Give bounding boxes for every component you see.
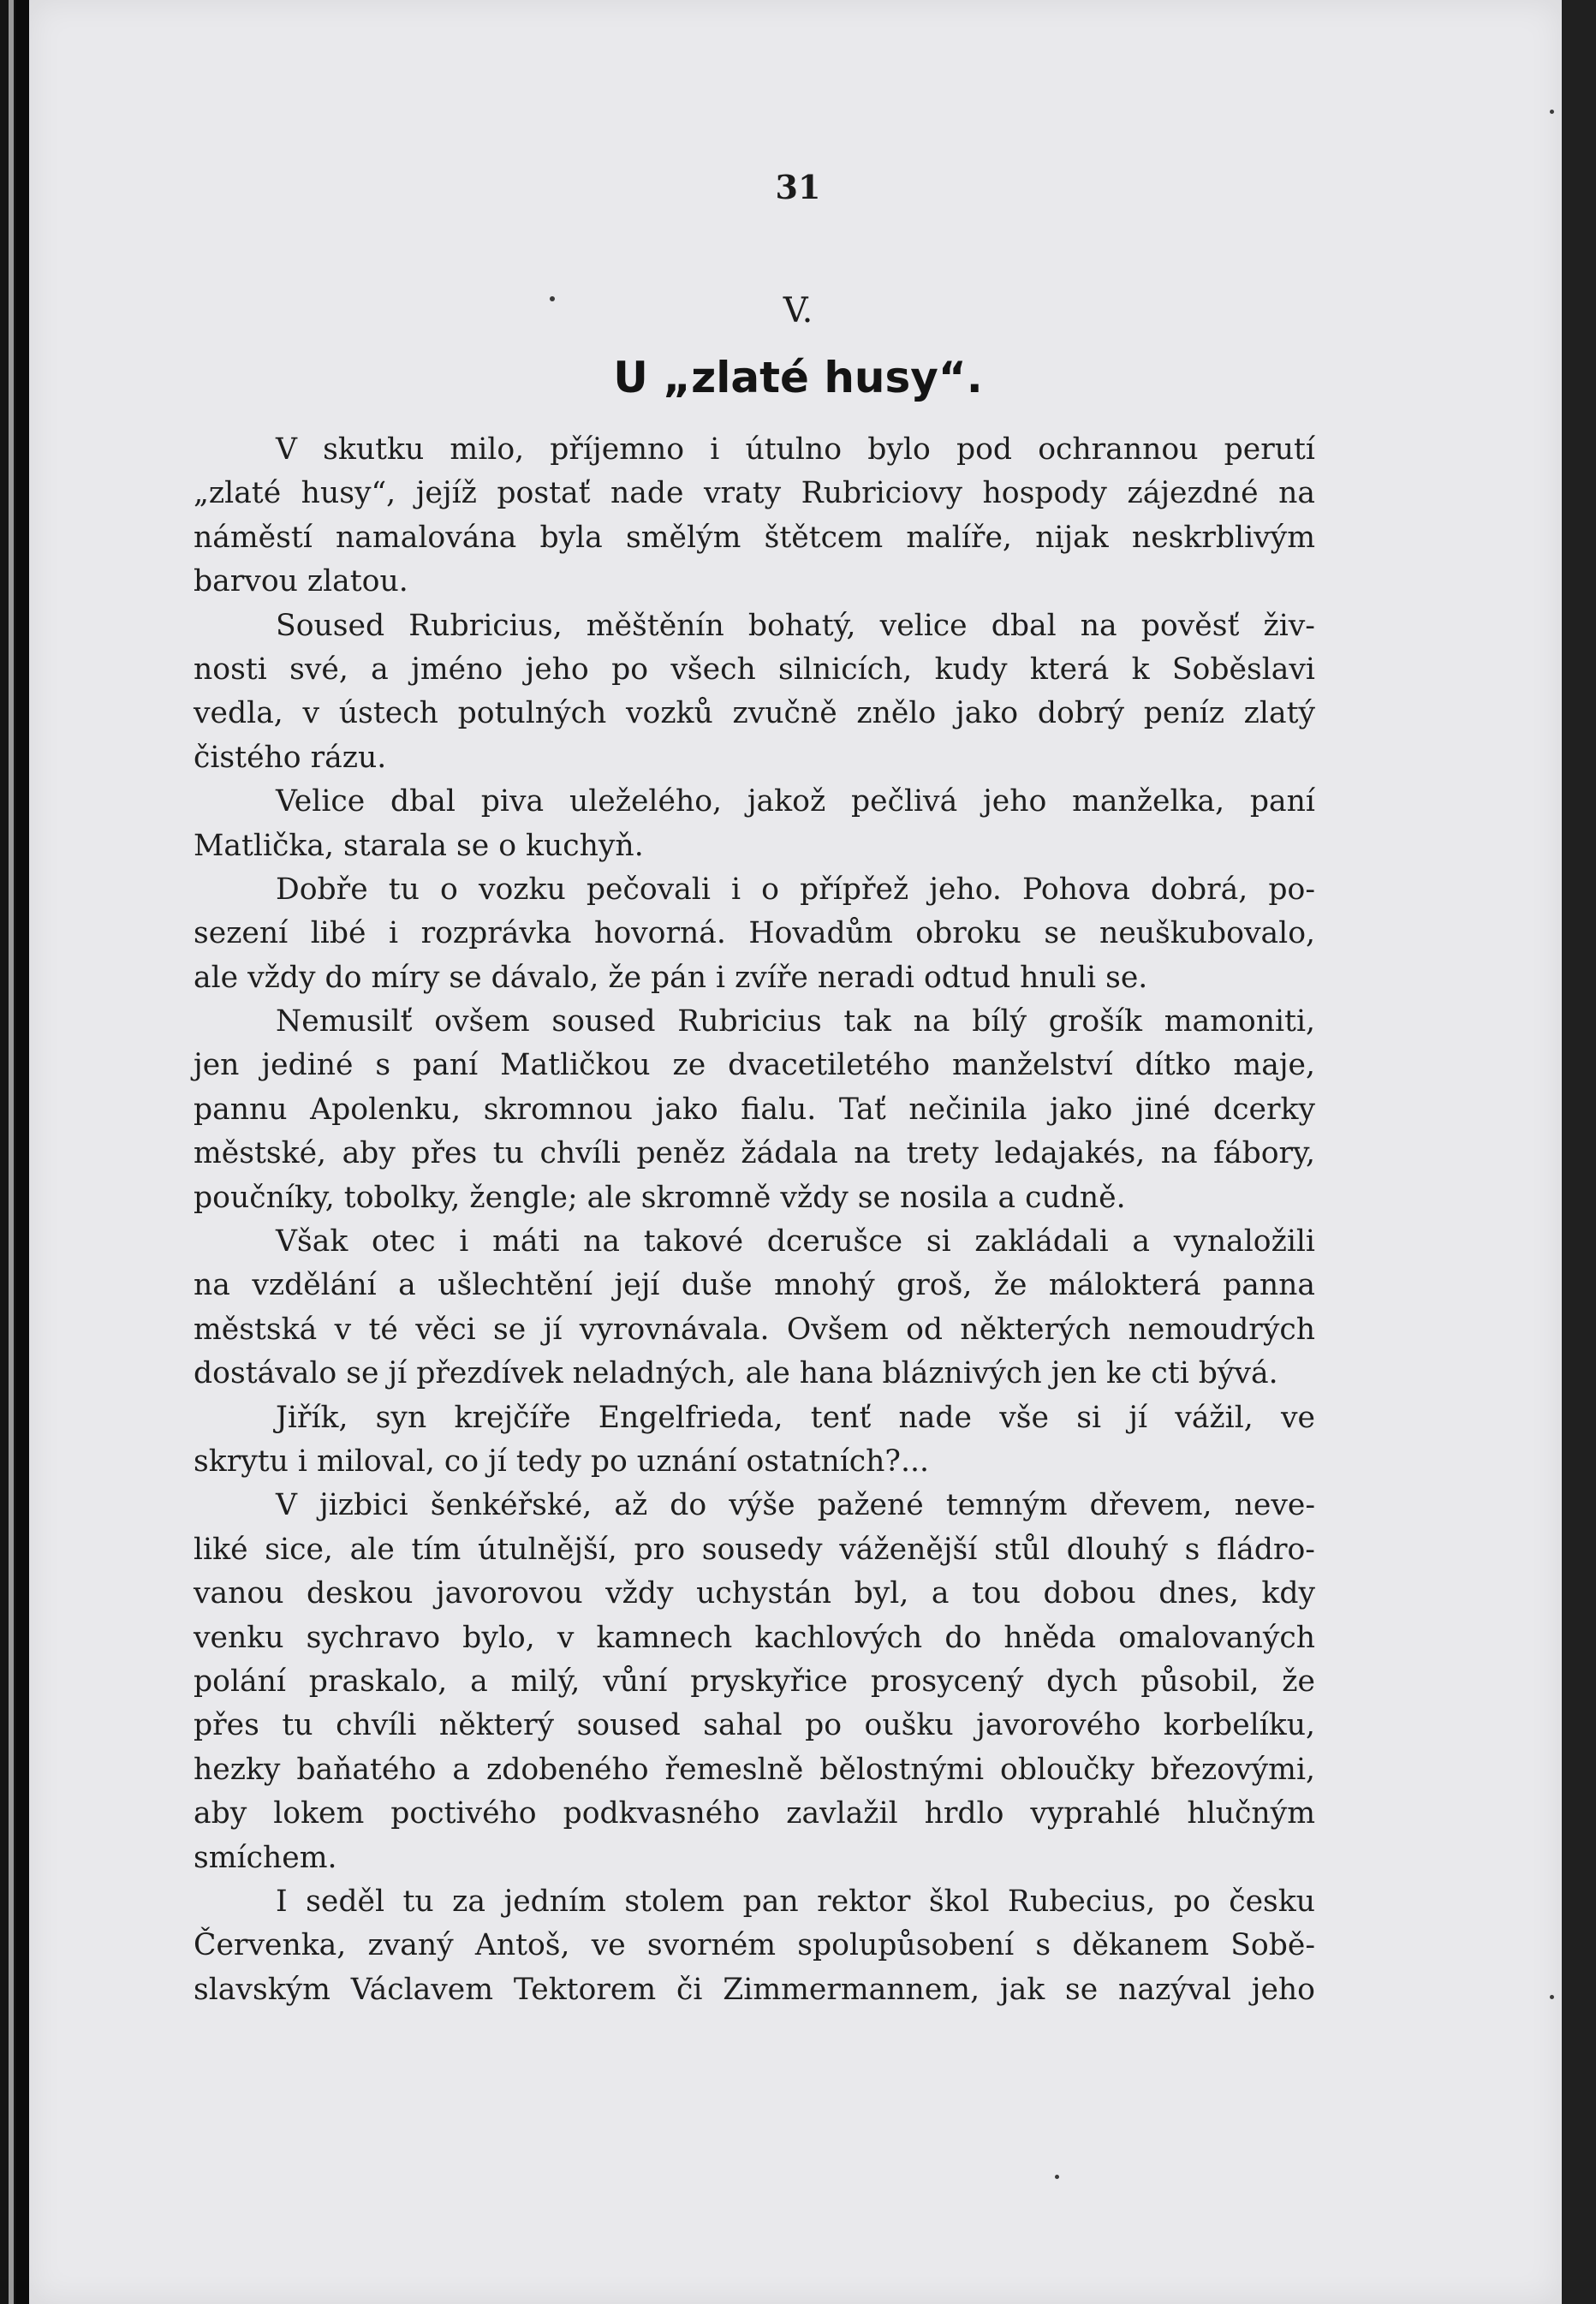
text-line: nosti své, a jméno jeho po všech silnicích, kudy která k Soběslavi [194,652,1315,687]
text-line: Matlička, starala se o kuchyň. [194,828,644,863]
text-line: na vzdělání a ušlechtění její duše mnohý groš, že málokterá panna [194,1268,1315,1303]
text-line: V jizbici šenkéřské, až do výše pažené temným dřevem, neve- [276,1488,1315,1523]
text-line: Však otec i máti na takové dcerušce si zakládali a vynaložili [276,1224,1315,1259]
chapter-number: V. [783,291,813,330]
chapter-title: U „zlaté husy“. [613,353,983,402]
chapter-body-text [194,428,1315,2012]
paper-speck [1055,2175,1059,2179]
text-line: městská v té věci se jí vyrovnávala. Ovšem od některých nemoudrých [194,1312,1315,1347]
text-line: venku sychravo bylo, v kamnech kachlových do hněda omalovaných [194,1620,1315,1655]
text-line: vanou deskou javorovou vždy uchystán byl, a tou dobou dnes, kdy [194,1576,1315,1611]
text-line: barvou zlatou. [194,564,408,599]
binding-edge-highlight [9,0,14,2304]
text-line: aby lokem poctivého podkvasného zavlažil hrdlo vyprahlé hlučným [194,1796,1315,1831]
text-line: Dobře tu o vozku pečovali i o přípřež jeho. Pohova dobrá, po- [276,872,1315,907]
text-line: I seděl tu za jedním stolem pan rektor škol Rubecius, po česku [276,1884,1315,1919]
text-line: městské, aby přes tu chvíli peněz žádala na trety ledajakés, na fábory, [194,1136,1315,1171]
text-line: poučníky, tobolky, žengle; ale skromně vždy se nosila a cudně. [194,1180,1126,1215]
text-line: liké sice, ale tím útulnější, pro sousedy váženější stůl dlouhý s fládro- [194,1532,1315,1567]
text-line: vedla, v ústech potulných vozků zvučně znělo jako dobrý peníz zlatý [194,696,1315,731]
text-line: pannu Apolenku, skromnou jako fialu. Tať nečinila jako jiné dcerky [194,1092,1315,1127]
text-line: slavským Václavem Tektorem či Zimmermannem, jak se nazýval jeho [194,1972,1315,2007]
text-line: V skutku milo, příjemno i útulno bylo pod ochrannou perutí [276,432,1315,467]
text-line: Jiřík, syn krejčíře Engelfrieda, tenť nade vše si jí vážil, ve [276,1400,1315,1435]
text-line: hezky baňatého a zdobeného řemeslně bělostnými obloučky březovými, [194,1752,1315,1787]
text-line: náměstí namalována byla smělým štětcem malíře, nijak neskrblivým [194,520,1315,555]
page-number: 31 [775,168,821,206]
text-line: sezení libé i rozprávka hovorná. Hovadům obroku se neuškubovalo, [194,916,1315,951]
text-line: čistého rázu. [194,740,387,775]
text-line: „zlaté husy“, jejíž postať nade vraty Rubriciovy hospody zájezdné na [194,476,1315,511]
text-line: přes tu chvíli některý soused sahal po oušku javorového korbelíku, [194,1708,1315,1743]
text-line: ale vždy do míry se dávalo, že pán i zvíře neradi odtud hnuli se. [194,960,1148,995]
text-line: Červenka, zvaný Antoš, ve svorném spolupůsobení s děkanem Sobě- [194,1928,1315,1963]
text-line: skrytu i miloval, co jí tedy po uznání ostatních?... [194,1444,929,1479]
text-line: jen jediné s paní Matličkou ze dvacetiletého manželství dítko maje, [194,1048,1315,1083]
text-line: Soused Rubricius, měštěnín bohatý, velice dbal na pověsť živ- [276,608,1315,643]
text-line: smíchem. [194,1840,337,1875]
book-binding [15,0,29,2304]
text-line: Nemusilť ovšem soused Rubricius tak na bílý grošík mamoniti, [276,1004,1315,1039]
text-line: dostávalo se jí přezdívek neladných, ale hana bláznivých jen ke cti bývá. [194,1356,1278,1391]
paper-speck [1550,110,1554,114]
page-right-edge [1562,0,1596,2304]
paper-speck [1550,1995,1554,1999]
text-line: Velice dbal piva uleželého, jakož pečlivá jeho manželka, paní [276,784,1315,819]
text-line: polání praskalo, a milý, vůní pryskyřice prosycený dych působil, že [194,1664,1315,1699]
